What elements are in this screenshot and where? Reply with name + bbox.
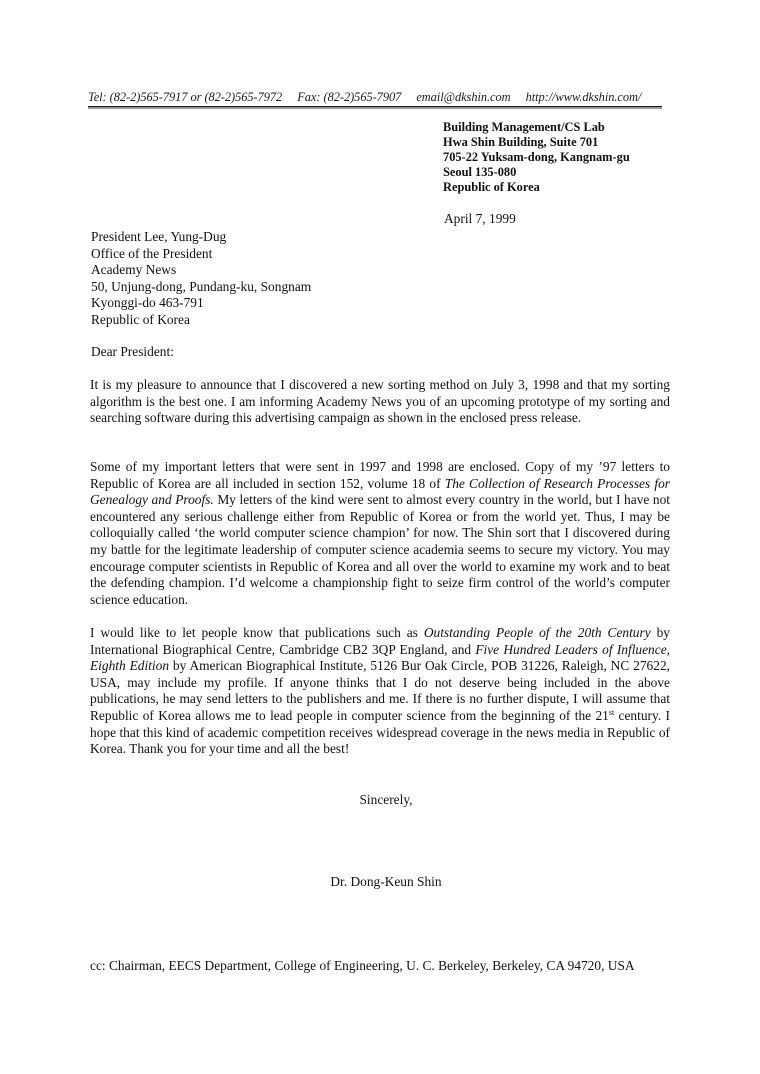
recipient-address-line: 50, Unjung-dong, Pundang-ku, Songnam (91, 278, 312, 294)
recipient-address (91, 229, 311, 329)
letterhead-tel: Tel: (82-2)565-7917 or (82-2)565-7972 (88, 90, 283, 104)
recipient-address-line: Office of the President (91, 245, 213, 261)
body-paragraph-3 (90, 625, 670, 758)
letter-date: April 7, 1999 (444, 211, 516, 226)
recipient-address-line: Academy News (91, 262, 177, 278)
letterhead-email: email@dkshin.com (416, 90, 511, 104)
recipient-address-line: Kyonggi-do 463-791 (91, 295, 204, 311)
paragraph-text: century. I hope that this kind of academic competition receives widespread coverage in the news media in Republic of Korea. Thank you for your time and all the best! (90, 707, 670, 757)
sender-address-line: Hwa Shin Building, Suite 701 (443, 135, 599, 149)
paragraph-text: by American Biographical Institute, 5126 Bur Oak Circle, POB 31226, Raleigh, NC 27622, USA, may include my profile. If anyone thinks that I do not deserve being included in the above publications, he may send letters to the publishers and me. If there is no further dispute, I will assume that Republic of Korea allows me to lead people in computer science from the beginning of the 21 (90, 658, 670, 723)
paragraph-text: by International Biographical Centre, Cambridge CB2 3QP England, and (90, 625, 670, 657)
closing: Sincerely, (359, 792, 413, 807)
sender-address-line: Republic of Korea (443, 180, 540, 194)
paragraph-text: My letters of the kind were sent to almost every country in the world, but I have not encountered any serious challenge either from Republic of Korea or from the world yet. Thus, I may be colloquially called ‘the world computer science champion’ for now. The Shin sort that I discovered during my battle for the legitimate leadership of computer science academia seems to secure my victory. You may encourage computer scientists in Republic of Korea and all over the world to examine my work and to beat the defending champion. I’d welcome a championship fight to seize firm control of the world’s computer science education. (90, 492, 670, 607)
signature-name: Dr. Dong-Keun Shin (330, 874, 442, 889)
publication-title: Five Hundred Leaders of Influence (475, 641, 667, 657)
ordinal-superscript: st (608, 707, 615, 717)
paragraph-text: I would like to let people know that publications such as (90, 625, 424, 640)
body-paragraph-2 (90, 459, 670, 608)
sender-address-line: Seoul 135-080 (443, 165, 517, 179)
paragraph-text: , (666, 641, 670, 657)
letterhead-website: http://www.dkshin.com/ (525, 90, 642, 104)
cc-line: cc: Chairman, EECS Department, College of Engineering, U. C. Berkeley, Berkeley, CA 94720, USA (90, 958, 635, 973)
recipient-address-line: President Lee, Yung-Dug (91, 229, 227, 244)
recipient-address-line: Republic of Korea (91, 311, 190, 327)
sender-address-line: 705-22 Yuksam-dong, Kangnam-gu (443, 150, 630, 164)
letterhead-contact-line (88, 90, 662, 107)
publication-title: Outstanding People of the 20th Century (423, 625, 651, 640)
letterhead-fax: Fax: (82-2)565-7907 (297, 90, 402, 104)
body-paragraph-1: It is my pleasure to announce that I discovered a new sorting method on July 3, 1998 and that my sorting algorithm is the best one. I am informing Academy News you of an upcoming prototype of my sorting and searching software during this advertising campaign as shown in the enclosed press release. (90, 377, 670, 426)
sender-address-line: Building Management/CS Lab (443, 120, 605, 134)
paragraph-text: Some of my important letters that were sent in 1997 and 1998 are enclosed. Copy of my ’97 letters to Republic of Korea are all included in section 152, volume 18 of (90, 459, 670, 491)
sender-address (443, 120, 630, 195)
publication-title: The Collection of Research Processes for Genealogy and Proofs. (90, 475, 671, 508)
salutation: Dear President: (91, 344, 174, 359)
publication-edition: Eighth Edition (90, 658, 170, 674)
